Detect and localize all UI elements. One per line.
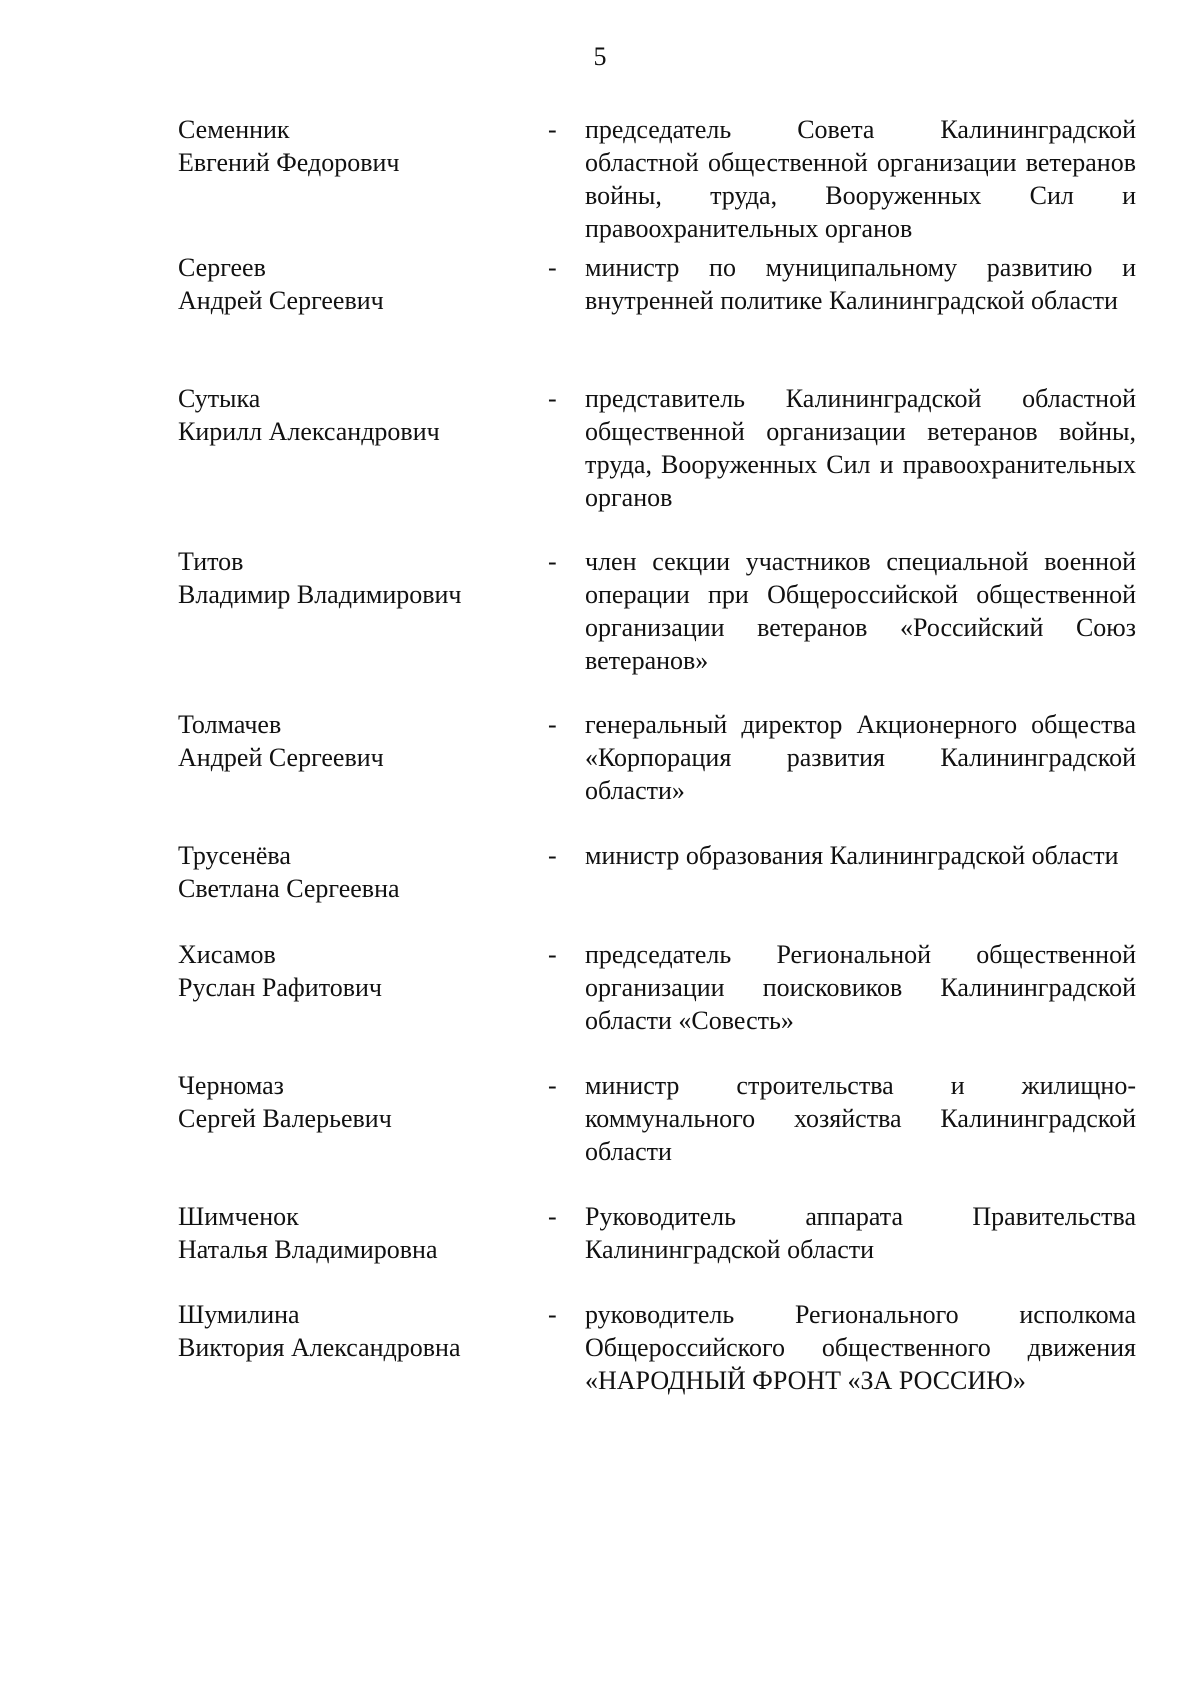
member-role: генеральный директор Акционерного общества «Корпорация развития Калининградской области» xyxy=(585,710,1136,805)
member-row xyxy=(0,251,1200,382)
member-role: представитель Калининградской областной общественной организации ветеранов войны, труда, Вооруженных Сил и правоохранительных органов xyxy=(585,384,1136,512)
dash-separator: - xyxy=(548,115,557,144)
member-surname: Сутыка xyxy=(178,384,261,413)
member-role: руководитель Регионального исполкома Общероссийского общественного движения «НАРОДНЫЙ ФРОНТ «ЗА РОССИЮ» xyxy=(585,1300,1136,1395)
member-surname: Титов xyxy=(178,547,244,576)
member-row xyxy=(0,1069,1200,1200)
member-row xyxy=(0,545,1200,708)
member-role: член секции участников специальной военной операции при Общероссийской общественной организации ветеранов «Российский Союз ветеранов» xyxy=(585,547,1136,675)
member-role: министр по муниципальному развитию и внутренней политике Калининградской области xyxy=(585,253,1136,315)
member-role: министр строительства и жилищно-коммунального хозяйства Калининградской области xyxy=(585,1071,1136,1166)
member-row xyxy=(0,1200,1200,1298)
dash-separator: - xyxy=(548,384,557,413)
member-surname: Шумилина xyxy=(178,1300,300,1329)
member-name xyxy=(178,545,518,611)
member-name xyxy=(178,708,518,774)
dash-separator: - xyxy=(548,1300,557,1329)
dash-separator: - xyxy=(548,253,557,282)
member-name xyxy=(178,1069,518,1135)
dash-separator: - xyxy=(548,940,557,969)
member-surname: Семенник xyxy=(178,115,290,144)
member-row xyxy=(0,938,1200,1069)
member-name xyxy=(178,251,518,317)
member-surname: Шимченок xyxy=(178,1202,299,1231)
dash-separator: - xyxy=(548,841,557,870)
member-role: председатель Совета Калининградской областной общественной организации ветеранов войны, труда, Вооруженных Сил и правоохранительных органов xyxy=(585,115,1136,243)
member-row xyxy=(0,839,1200,938)
member-row xyxy=(0,113,1200,251)
member-given-name: Кирилл Александрович xyxy=(178,417,440,446)
member-role: председатель Региональной общественной организации поисковиков Калининградской области «Совесть» xyxy=(585,940,1136,1035)
member-surname: Черномаз xyxy=(178,1071,284,1100)
dash-separator: - xyxy=(548,1202,557,1231)
dash-separator: - xyxy=(548,1071,557,1100)
member-row xyxy=(0,1298,1200,1408)
member-surname: Толмачев xyxy=(178,710,282,739)
page-number: 5 xyxy=(593,42,607,71)
member-name xyxy=(178,382,518,448)
member-given-name: Руслан Рафитович xyxy=(178,973,382,1002)
dash-separator: - xyxy=(548,547,557,576)
member-role: Руководитель аппарата Правительства Калининградской области xyxy=(585,1202,1136,1264)
member-given-name: Светлана Сергеевна xyxy=(178,874,400,903)
member-given-name: Владимир Владимирович xyxy=(178,580,462,609)
member-given-name: Сергей Валерьевич xyxy=(178,1104,392,1133)
members-list xyxy=(0,113,1200,1408)
member-surname: Трусенёва xyxy=(178,841,291,870)
member-given-name: Андрей Сергеевич xyxy=(178,743,384,772)
member-surname: Сергеев xyxy=(178,253,266,282)
dash-separator: - xyxy=(548,710,557,739)
member-given-name: Виктория Александровна xyxy=(178,1333,461,1362)
member-name xyxy=(178,839,518,905)
member-name xyxy=(178,113,518,179)
member-given-name: Андрей Сергеевич xyxy=(178,286,384,315)
member-name xyxy=(178,1200,518,1266)
member-given-name: Евгений Федорович xyxy=(178,148,400,177)
member-row xyxy=(0,708,1200,839)
member-given-name: Наталья Владимировна xyxy=(178,1235,438,1264)
member-name xyxy=(178,938,518,1004)
member-name xyxy=(178,1298,518,1364)
member-surname: Хисамов xyxy=(178,940,276,969)
member-row xyxy=(0,382,1200,545)
member-role: министр образования Калининградской области xyxy=(585,841,1119,870)
